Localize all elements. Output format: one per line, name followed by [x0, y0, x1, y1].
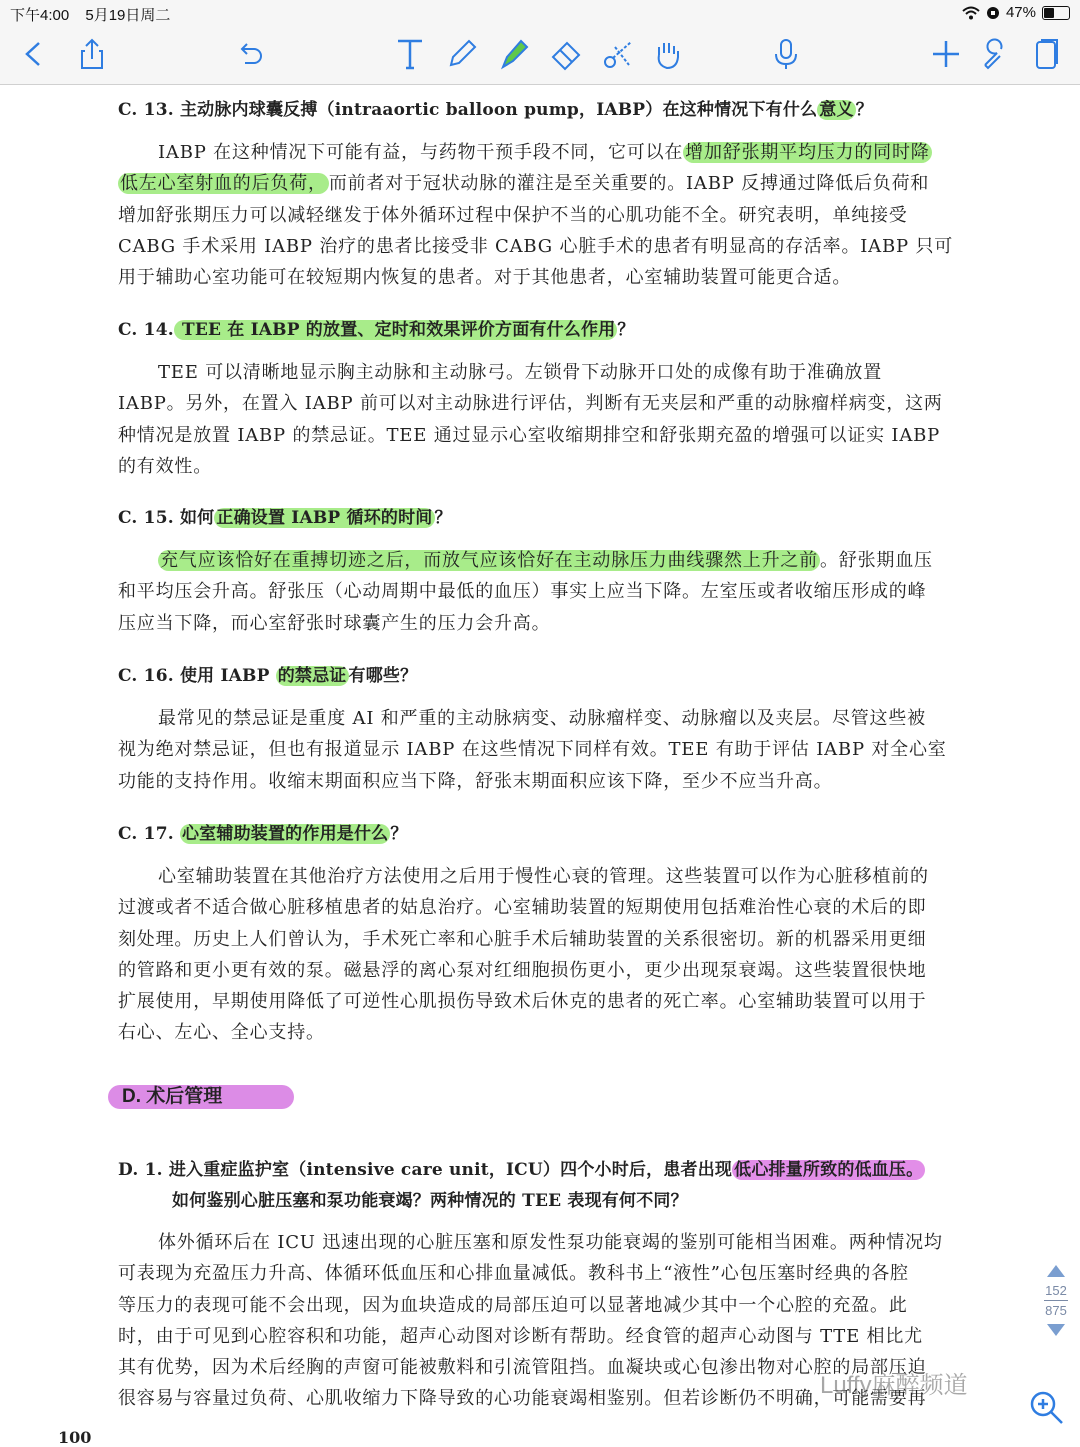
status-bar [0, 0, 1080, 26]
highlight: TEE 在 IABP 的放置、定时和效果评价方面有什么作用 [175, 320, 616, 340]
question-c14: C. 14. TEE 在 IABP 的放置、定时和效果评价方面有什么作用 ？ [118, 320, 635, 340]
pages-icon[interactable] [1026, 34, 1066, 74]
highlight: 低左心室射血的后负荷， [120, 173, 327, 195]
back-icon[interactable] [14, 34, 54, 74]
page-scroller[interactable] [1038, 1265, 1074, 1336]
zoom-icon[interactable] [1026, 1387, 1066, 1427]
paragraph-d1: 体外循环后在 ICU 迅速出现的心脏压塞和原发性泵功能衰竭的鉴别可能相当困难。两种情况均 可表现为充盈压力升高、体循环低血压和心排血量减低。教科书上“液性”心包压塞时经典的各腔 等压力的表现可能不会出现，因为血块造成的局部压迫可以显著地减少其中一个心腔的充盈。此 时，由于可见到心腔容积和功能，超声心动图对诊断有帮助。经食管的超声心动图与 TTE 相比尤 其有优势，因为术后经胸的声窗可能被敷料和引流管阻挡。血凝块或心包渗出物对心腔的局部压迫 很容易与容量过负荷、心肌收缩力下降导致的心功能衰竭相鉴别。但若诊断仍不明确，可能需要再 [118, 1232, 943, 1410]
paragraph-c16: 最常见的禁忌证是重度 AI 和严重的主动脉病变、动脉瘤样变、动脉瘤以及夹层。尽管这些被 视为绝对禁忌证，但也有报道显示 IABP 在这些情况下同样有效。TEE 有助于评估 IABP 对全心室 功能的支持作用。收缩末期面积应当下降，舒张末期面积应该下降，至少不应当升高。 [118, 708, 947, 792]
battery-level [1044, 8, 1054, 18]
question-d1: D. 1. 进入重症监护室（intensive care unit，ICU）四个小时后，患者出现 低心排量所致的低血压。 [118, 1160, 924, 1180]
toolbar [0, 26, 1080, 85]
orientation-lock-icon [986, 6, 1000, 20]
section-heading-d: D. 术后管理 [108, 1085, 294, 1109]
text-icon[interactable] [390, 34, 430, 74]
battery-percent: 47% [1005, 4, 1036, 21]
question-c13: C. 13. 主动脉内球囊反搏（intraaortic balloon pump，IABP）在这种情况下有什么 意义 ？ [118, 100, 873, 120]
current-page: 152 [1045, 1283, 1067, 1298]
mic-icon[interactable] [766, 34, 806, 74]
page-up-icon[interactable] [1047, 1265, 1065, 1277]
undo-icon[interactable] [230, 34, 270, 74]
lasso-icon[interactable] [598, 34, 638, 74]
paragraph-c14: TEE 可以清晰地显示胸主动脉和主动脉弓。左锁骨下动脉开口处的成像有助于准确放置 IABP。另外，在置入 IABP 前可以对主动脉进行评估，判断有无夹层和严重的动脉瘤样病变，这两 种情况是放置 IABP 的禁忌证。TEE 通过显示心室收缩期排空和舒张期充盈的增强可以证实 IABP 的有效性。 [118, 362, 943, 477]
paragraph-c15: 充气应该恰好在重搏切迹之后，而放气应该恰好在主动脉压力曲线骤然上升之前 。舒张期血压 和平均压会升高。舒张压（心动周期中最低的血压）事实上应当下降。左室压或者收缩压形成的峰 压应当下降，而心室舒张时球囊产生的压力会升高。 [118, 550, 933, 634]
page-number: 100 [58, 1428, 92, 1447]
status-date: 5月19日周二 [85, 7, 171, 24]
add-icon[interactable] [926, 34, 966, 74]
highlight: 增加舒张期平均压力的同时降 [685, 142, 930, 163]
highlighter-icon[interactable] [494, 34, 534, 74]
question-d1-line2: 如何鉴别心脏压塞和泵功能衰竭？两种情况的 TEE 表现有何不同？ [172, 1191, 688, 1211]
hand-icon[interactable] [648, 34, 688, 74]
question-c16: C. 16. 使用 IABP 的禁忌证 有哪些？ [118, 666, 418, 686]
wifi-icon [962, 6, 980, 20]
highlight: 正确设置 IABP 循环的时间 [216, 508, 433, 528]
document-page[interactable] [0, 85, 1080, 1447]
highlight: 充气应该恰好在重搏切迹之后，而放气应该恰好在主动脉压力曲线骤然上升之前 [160, 550, 818, 571]
share-icon[interactable] [72, 34, 112, 74]
total-pages: 875 [1045, 1303, 1067, 1318]
question-c17: C. 17. 心室辅助装置的作用是什么 ？ [118, 824, 408, 844]
wrench-icon[interactable] [976, 34, 1016, 74]
page-down-icon[interactable] [1047, 1324, 1065, 1336]
highlight: 的禁忌证 [277, 666, 347, 686]
highlight: 意义 [819, 100, 854, 120]
paragraph-c17: 心室辅助装置在其他治疗方法使用之后用于慢性心衰的管理。这些装置可以作为心脏移植前的 过渡或者不适合做心脏移植患者的姑息治疗。心室辅助装置的短期使用包括难治性心衰的术后的即 刻处理。历史上人们曾认为，手术死亡率和心脏手术后辅助装置的关系很密切。新的机器采用更细 的管路和更小更有效的泵。磁悬浮的离心泵对红细胞损伤更小，更少出现泵衰竭。这些装置很快地 扩展使用，早期使用降低了可逆性心肌损伤导致术后休克的患者的死亡率。心室辅助装置可以用于 右心、左心、全心支持。 [118, 866, 929, 1044]
eraser-icon[interactable] [546, 34, 586, 74]
highlight: 低心排量所致的低血压。 [734, 1160, 924, 1180]
question-c15: C. 15. 如何 正确设置 IABP 循环的时间 ？ [118, 508, 452, 528]
status-time: 下午4:00 [10, 7, 70, 24]
watermark: Luffy麻醉频道 [820, 1372, 968, 1399]
pen-icon[interactable] [442, 34, 482, 74]
battery-icon [1042, 6, 1070, 20]
paragraph-c13: IABP 在这种情况下可能有益，与药物干预手段不同，它可以在 增加舒张期平均压力的同时降 低左心室射血的后负荷， 而前者对于冠状动脉的灌注是至关重要的。IABP 反搏通过降低后负荷和 增加舒张期压力可以减轻继发于体外循环过程中保护不当的心肌功能不全。研究表明，单纯接受 CABG 手术采用 IABP 治疗的患者比接受非 CABG 心脏手术的患者有明显高的存活率。IABP 只可 用于辅助心室功能可在较短期内恢复的患者。对于其他患者，心室辅助装置可能更合适。 [118, 142, 954, 289]
highlight: 心室辅助装置的作用是什么 [181, 824, 389, 844]
